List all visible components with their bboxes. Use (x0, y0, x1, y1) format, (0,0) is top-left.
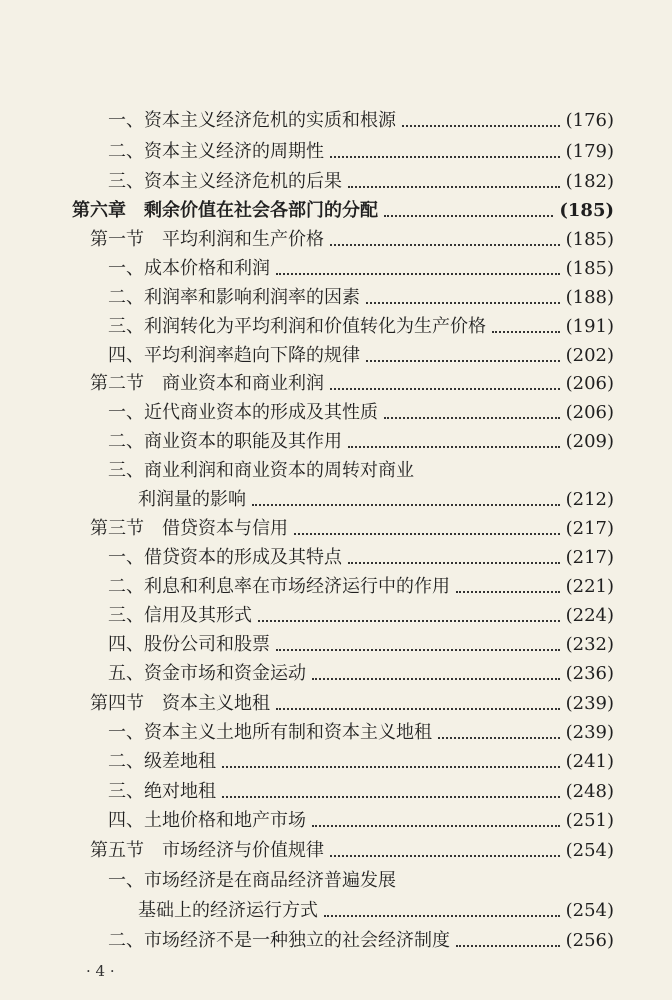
dot-leader (384, 416, 560, 419)
toc-entry-page: (221) (565, 576, 614, 597)
toc-entry (0, 456, 672, 486)
toc-entry-title: 一、借贷资本的形成及其特点 (108, 547, 342, 568)
toc-entry-page: (239) (565, 693, 614, 714)
toc-entry-title: 三、利润转化为平均利润和价值转化为生产价格 (108, 316, 486, 337)
toc-entry-title: 一、资本主义经济危机的实质和根源 (108, 110, 396, 131)
toc-entry-title: 三、绝对地租 (108, 781, 216, 802)
toc-entry-page: (236) (565, 663, 614, 684)
toc-entry (0, 926, 672, 956)
dot-leader (330, 155, 560, 158)
toc-section (0, 836, 672, 866)
toc-entry-title: 三、商业利润和商业资本的周转对商业 (108, 460, 414, 481)
dot-leader (366, 301, 560, 304)
toc-entry-title: 一、资本主义土地所有制和资本主义地租 (108, 722, 432, 743)
dot-leader (294, 532, 560, 535)
toc-entry-page: (217) (565, 518, 614, 539)
dot-leader (276, 648, 560, 651)
toc-entry-title: 第六章 剩余价值在社会各部门的分配 (72, 200, 378, 221)
dot-leader (438, 736, 560, 739)
toc-entry-title: 二、资本主义经济的周期性 (108, 141, 324, 162)
dot-leader (348, 445, 560, 448)
toc-entry-title: 一、市场经济是在商品经济普遍发展 (108, 870, 396, 891)
toc-entry-page: (239) (565, 722, 614, 743)
dot-leader (312, 824, 560, 827)
toc-section (0, 514, 672, 544)
dot-leader (456, 944, 560, 947)
dot-leader (222, 765, 560, 768)
toc-entry-page: (217) (565, 547, 614, 568)
toc-entry (0, 398, 672, 428)
toc-entry-page: (185) (565, 258, 614, 279)
toc-entry (0, 341, 672, 371)
toc-entry-title: 二、市场经济不是一种独立的社会经济制度 (108, 930, 450, 951)
dot-leader (252, 503, 560, 506)
toc-entry-title: 四、股份公司和股票 (108, 634, 270, 655)
toc-entry-page: (182) (565, 171, 614, 192)
dot-leader (492, 330, 560, 333)
toc-entry (0, 747, 672, 777)
toc-entry (0, 106, 672, 136)
dot-leader (276, 707, 560, 710)
dot-leader (402, 124, 560, 127)
toc-entry-title: 三、信用及其形式 (108, 605, 252, 626)
toc-entry-title: 二、利润率和影响利润率的因素 (108, 287, 360, 308)
toc-entry (0, 866, 672, 896)
toc-entry (0, 806, 672, 836)
toc-entry (0, 543, 672, 573)
toc-entry (0, 312, 672, 342)
toc-entry-title: 三、资本主义经济危机的后果 (108, 171, 342, 192)
toc-entry-page: (206) (565, 373, 614, 394)
dot-leader (330, 854, 560, 857)
dot-leader (366, 359, 560, 362)
toc-entry-title: 四、土地价格和地产市场 (108, 810, 306, 831)
dot-leader (324, 914, 560, 917)
toc-entry-page: (224) (565, 605, 614, 626)
toc-entry-page: (202) (565, 345, 614, 366)
toc-entry-page: (241) (565, 751, 614, 772)
toc-entry-title: 一、成本价格和利润 (108, 258, 270, 279)
toc-entry-page: (188) (565, 287, 614, 308)
toc-entry (0, 572, 672, 602)
page-number: · 4 · (86, 962, 115, 980)
toc-entry-title: 第二节 商业资本和商业利润 (90, 373, 324, 394)
toc-entry-page: (254) (565, 840, 614, 861)
toc-entry-title: 基础上的经济运行方式 (138, 900, 318, 921)
toc-entry-page: (212) (565, 489, 614, 510)
toc-entry (0, 254, 672, 284)
toc-entry (0, 283, 672, 313)
toc-entry-page: (209) (565, 431, 614, 452)
toc-entry-page: (232) (565, 634, 614, 655)
toc-entry-title: 二、利息和利息率在市场经济运行中的作用 (108, 576, 450, 597)
toc-entry-title: 四、平均利润率趋向下降的规律 (108, 345, 360, 366)
toc-entry-title: 二、商业资本的职能及其作用 (108, 431, 342, 452)
toc-entry-page: (176) (565, 110, 614, 131)
toc-entry (0, 137, 672, 167)
toc-entry (0, 167, 672, 197)
toc-entry-page: (206) (565, 402, 614, 423)
toc-entry-page: (256) (565, 930, 614, 951)
toc-entry-title: 五、资金市场和资金运动 (108, 663, 306, 684)
toc-chapter (0, 196, 672, 226)
toc-entry-page: (251) (565, 810, 614, 831)
toc-entry-page: (179) (565, 141, 614, 162)
toc-section (0, 225, 672, 255)
toc-entry-title: 第五节 市场经济与价值规律 (90, 840, 324, 861)
toc-entry (0, 659, 672, 689)
toc-section (0, 369, 672, 399)
toc-entry-title: 一、近代商业资本的形成及其性质 (108, 402, 378, 423)
toc-entry-page: (254) (565, 900, 614, 921)
toc-entry (0, 601, 672, 631)
toc-entry-continuation (0, 896, 672, 926)
toc-entry-page: (191) (565, 316, 614, 337)
toc-entry (0, 718, 672, 748)
dot-leader (330, 243, 560, 246)
toc-entry-title: 第三节 借贷资本与信用 (90, 518, 288, 539)
toc-entry-title: 第四节 资本主义地租 (90, 693, 270, 714)
toc-entry-page: (248) (565, 781, 614, 802)
toc-entry-page: (185) (559, 200, 614, 221)
toc-entry (0, 630, 672, 660)
toc-entry (0, 777, 672, 807)
toc-section (0, 689, 672, 719)
dot-leader (456, 590, 560, 593)
dot-leader (276, 272, 560, 275)
toc-entry-continuation (0, 485, 672, 515)
dot-leader (222, 795, 560, 798)
toc-entry-title: 二、级差地租 (108, 751, 216, 772)
dot-leader (258, 619, 560, 622)
toc-entry-title: 利润量的影响 (138, 489, 246, 510)
toc-entry-title: 第一节 平均利润和生产价格 (90, 229, 324, 250)
toc-entry (0, 427, 672, 457)
dot-leader (348, 561, 560, 564)
dot-leader (330, 387, 560, 390)
toc-entry-page: (185) (565, 229, 614, 250)
dot-leader (312, 677, 560, 680)
dot-leader (348, 185, 560, 188)
dot-leader (384, 214, 553, 217)
